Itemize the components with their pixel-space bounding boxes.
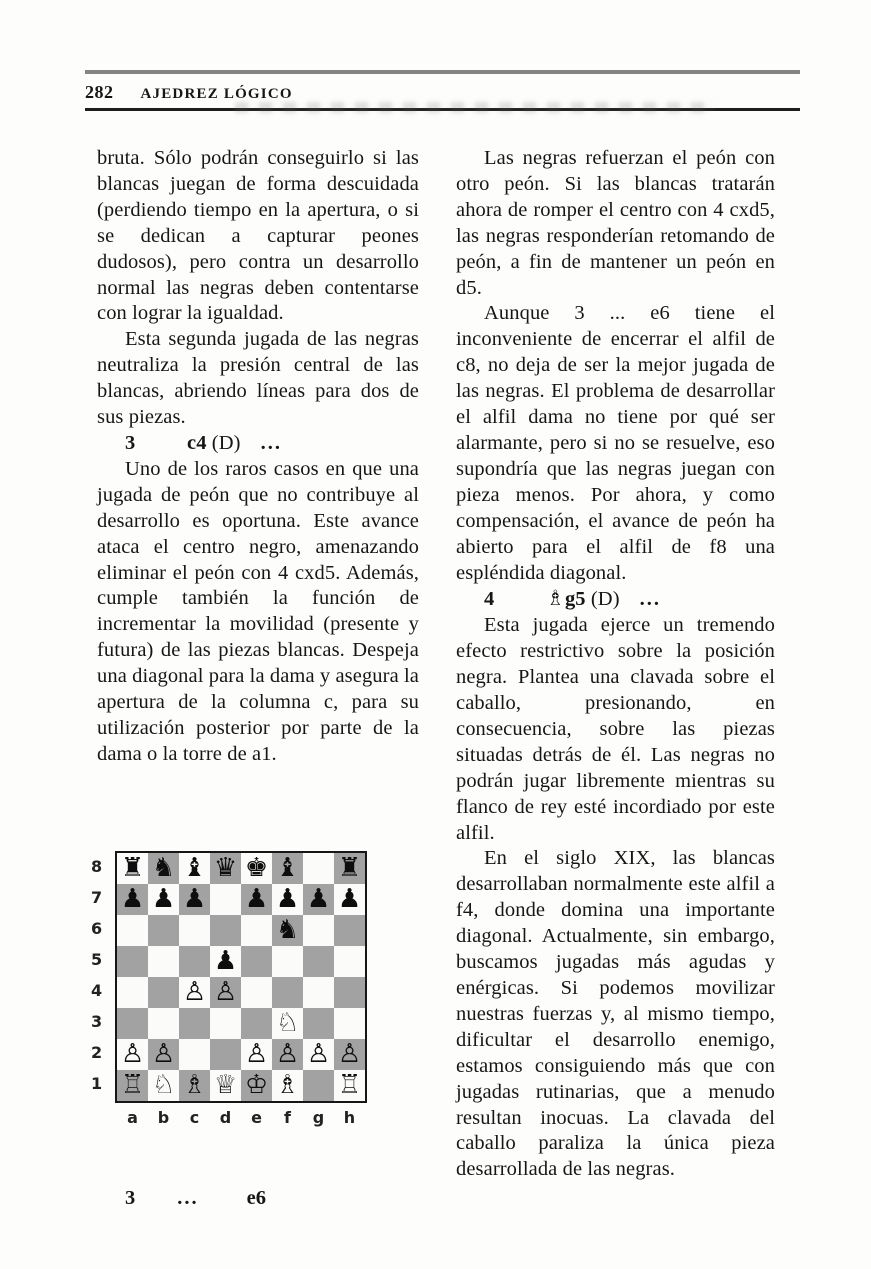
file-label: b — [157, 1108, 170, 1127]
continuation-dots: ... — [639, 588, 662, 611]
black-pawn-icon: ♟ — [213, 946, 238, 976]
file-label: a — [127, 1108, 138, 1127]
black-pawn-icon: ♟ — [182, 884, 207, 914]
board-square — [303, 1008, 334, 1039]
board-square — [117, 1008, 148, 1039]
black-queen-icon: ♛ — [213, 853, 238, 883]
move-line-3-c4 — [97, 431, 419, 457]
white-pawn-icon: ♙ — [244, 1039, 269, 1069]
board-square — [148, 946, 179, 977]
board-square — [303, 884, 334, 915]
move-text: g5 — [564, 588, 586, 611]
paragraph: bruta. Sólo podrán conseguirlo si las blancas juegan de forma descuidada (perdiendo tiempo en la apertura, o si se dedican a capturar peones dudosos), pero contra un desarrollo normal las negras deben contentarse con lograr la igualdad. — [97, 147, 419, 325]
board-square — [117, 1070, 148, 1101]
board-square — [117, 977, 148, 1008]
board-square — [179, 915, 210, 946]
file-label: h — [343, 1108, 356, 1127]
rank-label: 5 — [91, 950, 103, 969]
board-square — [148, 1008, 179, 1039]
white-pawn-icon: ♙ — [337, 1039, 362, 1069]
board-and-ranks — [89, 851, 367, 1103]
board-square — [148, 884, 179, 915]
white-pawn-icon: ♙ — [151, 1039, 176, 1069]
white-pawn-icon: ♙ — [275, 1039, 300, 1069]
diagram-annotation: (D) — [590, 588, 620, 611]
board-square — [210, 1070, 241, 1101]
black-rook-icon: ♜ — [120, 853, 145, 883]
page-number: 282 — [85, 82, 114, 102]
rank-label: 1 — [91, 1074, 103, 1093]
rank-label: 2 — [91, 1043, 103, 1062]
black-knight-icon: ♞ — [151, 853, 176, 883]
rank-label: 6 — [91, 919, 103, 938]
rank-label: 3 — [91, 1012, 103, 1031]
board-square — [148, 853, 179, 884]
black-rook-icon: ♜ — [337, 853, 362, 883]
white-queen-icon: ♕ — [213, 1070, 238, 1100]
running-title: AJEDREZ LÓGICO — [140, 86, 293, 102]
left-column — [97, 146, 419, 768]
paragraph: Esta segunda jugada de las negras neutraliza la presión central de las blancas, abriendo líneas para dos de sus piezas. — [97, 328, 419, 429]
chess-diagram — [89, 851, 367, 1127]
black-move-ellipsis: ... — [177, 1186, 199, 1209]
white-pawn-icon: ♙ — [213, 977, 238, 1007]
black-pawn-icon: ♟ — [275, 884, 300, 914]
paragraph: Esta jugada ejerce un tremendo efecto restrictivo sobre la posición negra. Plantea una clavada sobre el caballo, presionando, en consecuencia, sobre las piezas situadas detrás de él. Las negras no podrán jugar libremente mientras su flanco de rey esté incordiado por este alfil. — [456, 614, 775, 844]
black-knight-icon: ♞ — [275, 915, 300, 945]
board-square — [241, 853, 272, 884]
board-square — [272, 1070, 303, 1101]
black-pawn-icon: ♟ — [306, 884, 331, 914]
move-number: 4 — [484, 588, 495, 611]
board-square — [210, 915, 241, 946]
rank-label: 4 — [91, 981, 103, 1000]
black-bishop-icon: ♝ — [275, 853, 300, 883]
file-labels — [117, 1108, 367, 1127]
board-square — [272, 1039, 303, 1070]
board-square — [241, 1039, 272, 1070]
board-square — [148, 915, 179, 946]
white-rook-icon: ♖ — [120, 1070, 145, 1100]
board-square — [334, 884, 365, 915]
board-square — [272, 915, 303, 946]
board-square — [241, 946, 272, 977]
header-row — [85, 74, 800, 111]
file-label: e — [251, 1108, 262, 1127]
board-square — [334, 1070, 365, 1101]
board-square — [210, 977, 241, 1008]
board-square — [272, 884, 303, 915]
paragraph: En el siglo XIX, las blancas desarrollaban normalmente este alfil a f4, donde domina una importante diagonal. Actualmente, sin embargo, buscamos jugadas más agudas y enérgicas. Si podemos movilizar nuestras fuerzas y, al mismo tiempo, dificultar el desarrollo enemigo, estamos consiguiendo más que con jugadas rutinarias, que a menudo resultan inocuas. La clavada del caballo paraliza la única pieza desarrollada de las negras. — [456, 847, 775, 1181]
move-text: c4 — [187, 431, 207, 454]
right-column — [456, 146, 775, 1183]
black-pawn-icon: ♟ — [120, 884, 145, 914]
black-pawn-icon: ♟ — [337, 884, 362, 914]
bishop-figurine-icon: ♗ — [546, 586, 565, 611]
white-pawn-icon: ♙ — [120, 1039, 145, 1069]
board-square — [334, 1039, 365, 1070]
board-square — [179, 1070, 210, 1101]
file-label: d — [219, 1108, 232, 1127]
board-square — [272, 977, 303, 1008]
continuation-dots: ... — [260, 431, 282, 454]
white-pawn-icon: ♙ — [306, 1039, 331, 1069]
board-square — [241, 1008, 272, 1039]
board-square — [334, 977, 365, 1008]
board-square — [117, 915, 148, 946]
black-bishop-icon: ♝ — [182, 853, 207, 883]
board-square — [272, 946, 303, 977]
board-square — [210, 946, 241, 977]
paragraph: Uno de los raros casos en que una jugada de peón que no contribuye al desarrollo es oportuna. Este avance ataca el centro negro, amenazando eliminar el peón con 4 cxd5. Además, cumple también la función de incrementar la movilidad (presente y futura) de las piezas blancas. Despeja una diagonal para la dama y asegura la apertura de la columna c, para su utilización posterior por parte de la dama o la torre de a1. — [97, 457, 419, 765]
board-square — [210, 853, 241, 884]
board-square — [179, 884, 210, 915]
board-square — [272, 1008, 303, 1039]
board-square — [179, 1008, 210, 1039]
move-number: 3 — [125, 431, 136, 454]
white-rook-icon: ♖ — [337, 1070, 362, 1100]
board-square — [179, 977, 210, 1008]
paragraph: Aunque 3 ... e6 tiene el inconveniente de encerrar el alfil de c8, no deja de ser la mejor jugada de las negras. El problema de desarrollar el alfil dama no tiene por qué ser alarmante, pero si no se resuelve, eso supondría que las negras juegan con pieza menos. Por ahora, y como compensación, el avance de peón ha abierto para el alfil de f8 una espléndida diagonal. — [456, 302, 775, 584]
file-label: g — [312, 1108, 325, 1127]
page-header — [85, 70, 800, 111]
white-king-icon: ♔ — [244, 1070, 269, 1100]
rank-labels — [89, 851, 115, 1103]
board-square — [241, 977, 272, 1008]
white-bishop-icon: ♗ — [182, 1070, 207, 1100]
board-square — [334, 946, 365, 977]
board-square — [148, 1039, 179, 1070]
board-square — [148, 977, 179, 1008]
white-pawn-icon: ♙ — [182, 977, 207, 1007]
board-square — [303, 946, 334, 977]
board-square — [334, 853, 365, 884]
black-king-icon: ♚ — [244, 853, 269, 883]
move-line-4-Bg5 — [456, 586, 775, 613]
board-square — [148, 1070, 179, 1101]
move-number: 3 — [125, 1186, 136, 1209]
board-square — [303, 915, 334, 946]
board-square — [117, 884, 148, 915]
move-line-3-e6 — [97, 1187, 266, 1210]
board-square — [334, 1008, 365, 1039]
diagram-annotation: (D) — [211, 431, 241, 454]
board-square — [117, 946, 148, 977]
board-square — [303, 853, 334, 884]
board-square — [241, 884, 272, 915]
file-label: c — [189, 1108, 200, 1127]
board-square — [117, 1039, 148, 1070]
board-square — [210, 1008, 241, 1039]
board-square — [117, 853, 148, 884]
white-bishop-icon: ♗ — [275, 1070, 300, 1100]
board-square — [303, 1039, 334, 1070]
board-square — [303, 977, 334, 1008]
board-square — [303, 1070, 334, 1101]
white-knight-icon: ♘ — [275, 1008, 300, 1038]
board-square — [272, 853, 303, 884]
board-square — [210, 1039, 241, 1070]
black-pawn-icon: ♟ — [151, 884, 176, 914]
black-pawn-icon: ♟ — [244, 884, 269, 914]
paragraph: Las negras refuerzan el peón con otro peón. Si las blancas tratarán ahora de romper el centro con 4 cxd5, las negras responderían retomando de peón, a fin de mantener un peón en d5. — [456, 147, 775, 299]
board-square — [241, 915, 272, 946]
white-knight-icon: ♘ — [151, 1070, 176, 1100]
move-text: e6 — [246, 1186, 266, 1209]
board-square — [210, 884, 241, 915]
board-square — [179, 946, 210, 977]
board-square — [179, 1039, 210, 1070]
rank-label: 8 — [91, 857, 103, 876]
chess-board — [115, 851, 367, 1103]
rank-label: 7 — [91, 888, 103, 907]
board-square — [179, 853, 210, 884]
file-label: f — [284, 1108, 291, 1127]
board-square — [334, 915, 365, 946]
board-square — [241, 1070, 272, 1101]
